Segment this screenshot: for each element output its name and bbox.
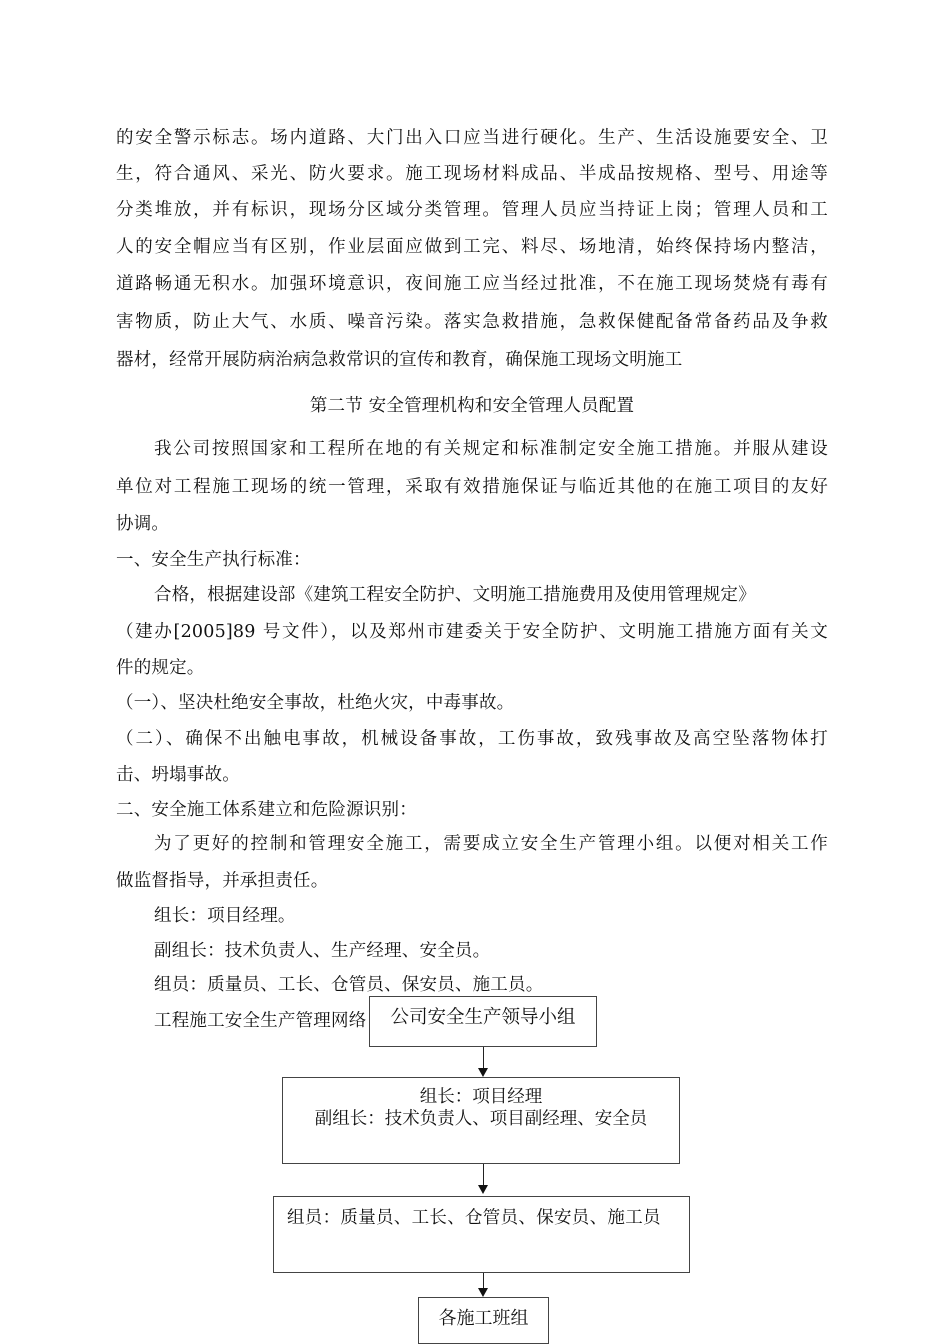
- arrow-down-icon: [478, 1288, 488, 1297]
- paragraph-line: 件的规定。: [116, 658, 205, 678]
- paragraph-line: 生，符合通风、采光、防火要求。施工现场材料成品、半成品按规格、型号、用途等: [116, 164, 828, 184]
- role-members: 组员：质量员、工长、仓管员、保安员、施工员。: [154, 975, 544, 995]
- org-box-label: 组员：质量员、工长、仓管员、保安员、施工员: [287, 1208, 661, 1228]
- org-box-label: 副组长：技术负责人、项目副经理、安全员: [314, 1109, 648, 1129]
- arrow-down-icon: [478, 1185, 488, 1194]
- network-label: 工程施工安全生产管理网络: [154, 1011, 367, 1031]
- paragraph-line: 做监督指导，并承担责任。: [116, 871, 329, 891]
- org-box-members: [273, 1196, 690, 1273]
- paragraph-line: 单位对工程施工现场的统一管理，采取有效措施保证与临近其他的在施工项目的友好: [116, 477, 828, 497]
- paragraph-line: 人的安全帽应当有区别，作业层面应做到工完、料尽、场地清，始终保持场内整洁，: [116, 237, 828, 257]
- paragraph-line: 合格，根据建设部《建筑工程安全防护、文明施工措施费用及使用管理规定》: [154, 585, 756, 605]
- org-box-label: 组长：项目经理: [419, 1087, 543, 1107]
- org-box-company-leadership: [369, 996, 597, 1047]
- role-deputy: 副组长：技术负责人、生产经理、安全员。: [154, 941, 491, 961]
- paragraph-line: 我公司按照国家和工程所在地的有关规定和标准制定安全施工措施。并服从建设: [154, 439, 828, 459]
- heading-standards: 一、安全生产执行标准：: [116, 550, 311, 570]
- org-box-label: 公司安全生产领导小组: [390, 1007, 576, 1028]
- connector-line: [483, 1273, 484, 1289]
- paragraph-line: 害物质，防止大气、水质、噪音污染。落实急救措施，急救保健配备常备药品及争救: [116, 312, 828, 332]
- org-box-leader: [282, 1077, 680, 1164]
- connector-line: [483, 1047, 484, 1069]
- paragraph-line: （建办[2005]89 号文件），以及郑州市建委关于安全防护、文明施工措施方面有关文: [116, 622, 828, 642]
- list-item-continued: 击、坍塌事故。: [116, 765, 240, 785]
- paragraph-line: 协调。: [116, 514, 170, 534]
- list-item: （一）、坚决杜绝安全事故，杜绝火灾，中毒事故。: [116, 693, 515, 713]
- role-leader: 组长：项目经理。: [154, 906, 296, 926]
- heading-safety-system: 二、安全施工体系建立和危险源识别：: [116, 800, 417, 820]
- connector-line: [483, 1164, 484, 1186]
- paragraph-line: 为了更好的控制和管理安全施工，需要成立安全生产管理小组。以便对相关工作: [154, 834, 828, 854]
- org-box-work-teams: [418, 1297, 549, 1344]
- paragraph-line: 道路畅通无积水。加强环境意识，夜间施工应当经过批准，不在施工现场焚烧有毒有: [116, 274, 828, 294]
- arrow-down-icon: [478, 1068, 488, 1077]
- paragraph-line: 分类堆放，并有标识，现场分区域分类管理。管理人员应当持证上岗；管理人员和工: [116, 200, 828, 220]
- section-title: 第二节 安全管理机构和安全管理人员配置: [309, 396, 635, 416]
- list-item: （二）、确保不出触电事故，机械设备事故，工伤事故，致残事故及高空坠落物体打: [116, 729, 828, 749]
- org-box-label: 各施工班组: [438, 1308, 529, 1329]
- paragraph-line: 器材，经常开展防病治病急救常识的宣传和教育，确保施工现场文明施工: [116, 350, 683, 370]
- paragraph-line: 的安全警示标志。场内道路、大门出入口应当进行硬化。生产、生活设施要安全、卫: [116, 128, 828, 148]
